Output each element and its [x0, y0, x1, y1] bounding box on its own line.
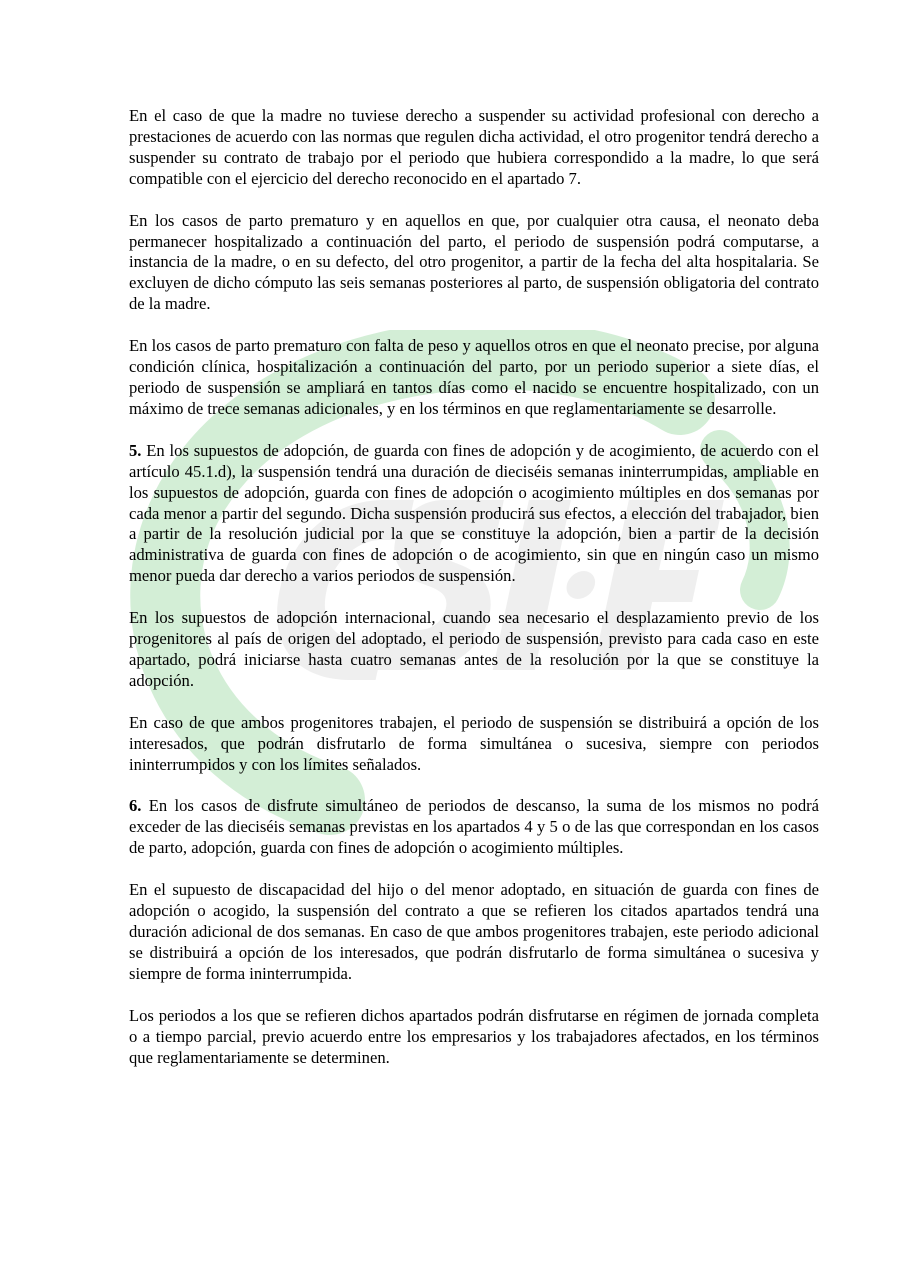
paragraph: [129, 336, 819, 420]
paragraph: [129, 1006, 819, 1069]
paragraph-text: En los casos de parto prematuro y en aquellos en que, por cualquier otra causa, el neonato deba permanecer hospitalizado a continuación del parto, el periodo de suspensión podrá computarse, a instancia de la madre, o en su defecto, del otro progenitor, a partir de la fecha del alta hospitalaria. Se excluyen de dicho cómputo las seis semanas posteriores al parto, de suspensión obligatoria del contrato de la madre.: [129, 210, 819, 314]
paragraph-text: En el supuesto de discapacidad del hijo o del menor adoptado, en situación de guarda con fines de adopción o acogido, la suspensión del contrato a que se refieren los citados apartados tendrá una duración adicional de dos semanas. En caso de que ambos progenitores trabajen, este periodo adicional se distribuirá a opción de los interesados, que podrán disfrutarlo de forma simultánea o sucesiva y siempre de forma ininterrumpida.: [129, 880, 819, 983]
paragraph-text: En los casos de parto prematuro con falta de peso y aquellos otros en que el neonato precise, por alguna condición clínica, hospitalización a continuación del parto, por un periodo superior a siete días, el periodo de suspensión se ampliará en tantos días como el nacido se encuentre hospitalizado, con un máximo de trece semanas adicionales, y en los términos en que reglamentariamente se desarrolle.: [129, 336, 819, 418]
section-number: 6.: [129, 796, 142, 816]
paragraph: [129, 211, 819, 316]
paragraph-text: En el caso de que la madre no tuviese derecho a suspender su actividad profesional con derecho a prestaciones de acuerdo con las normas que regulen dicha actividad, el otro progenitor tendrá derecho a suspender su contrato de trabajo por el periodo que hubiera correspondido a la madre, lo que será compatible con el ejercicio del derecho reconocido en el apartado 7.: [129, 106, 819, 188]
section-number: 5.: [129, 440, 142, 460]
section-6-paragraph: [129, 796, 819, 859]
paragraph: [129, 713, 819, 776]
paragraph: [129, 106, 819, 190]
paragraph-text: En los casos de disfrute simultáneo de periodos de descanso, la suma de los mismos no podrá exceder de las dieciséis semanas previstas en los apartados 4 y 5 o de las que correspondan en los casos de parto, adopción, guarda con fines de adopción o acogimiento múltiples.: [129, 796, 820, 858]
paragraph: [129, 880, 819, 985]
paragraph-text: En los supuestos de adopción, de guarda con fines de adopción y de acogimiento, de acuerdo con el artículo 45.1.d), la suspensión tendrá una duración de dieciséis semanas ininterrumpidas, ampliable en los supuestos de adopción, guarda con fines de adopción o acogimiento múltiples en dos semanas por cada menor a partir del segundo. Dicha suspensión producirá sus efectos, a elección del trabajador, bien a partir de la resolución judicial por la que se constituye la adopción, bien a partir de la decisión administrativa de guarda con fines de adopción o de acogimiento, sin que en ningún caso un mismo menor pueda dar derecho a varios periodos de suspensión.: [129, 440, 819, 586]
document-body: [129, 106, 819, 1089]
section-5-paragraph: [129, 441, 819, 587]
paragraph-text: Los periodos a los que se refieren dichos apartados podrán disfrutarse en régimen de jornada completa o a tiempo parcial, previo acuerdo entre los empresarios y los trabajadores afectados, en los términos que reglamentariamente se determinen.: [129, 1005, 819, 1067]
paragraph: [129, 608, 819, 692]
paragraph-text: En caso de que ambos progenitores trabajen, el periodo de suspensión se distribuirá a opción de los interesados, que podrán disfrutarlo de forma simultánea o sucesiva, siempre con periodos ininterrumpidos y con los límites señalados.: [129, 712, 819, 774]
paragraph-text: En los supuestos de adopción internacional, cuando sea necesario el desplazamiento previo de los progenitores al país de origen del adoptado, el periodo de suspensión, previsto para cada caso en este apartado, podrá iniciarse hasta cuatro semanas antes de la resolución por la que se constituye la adopción.: [129, 608, 819, 690]
